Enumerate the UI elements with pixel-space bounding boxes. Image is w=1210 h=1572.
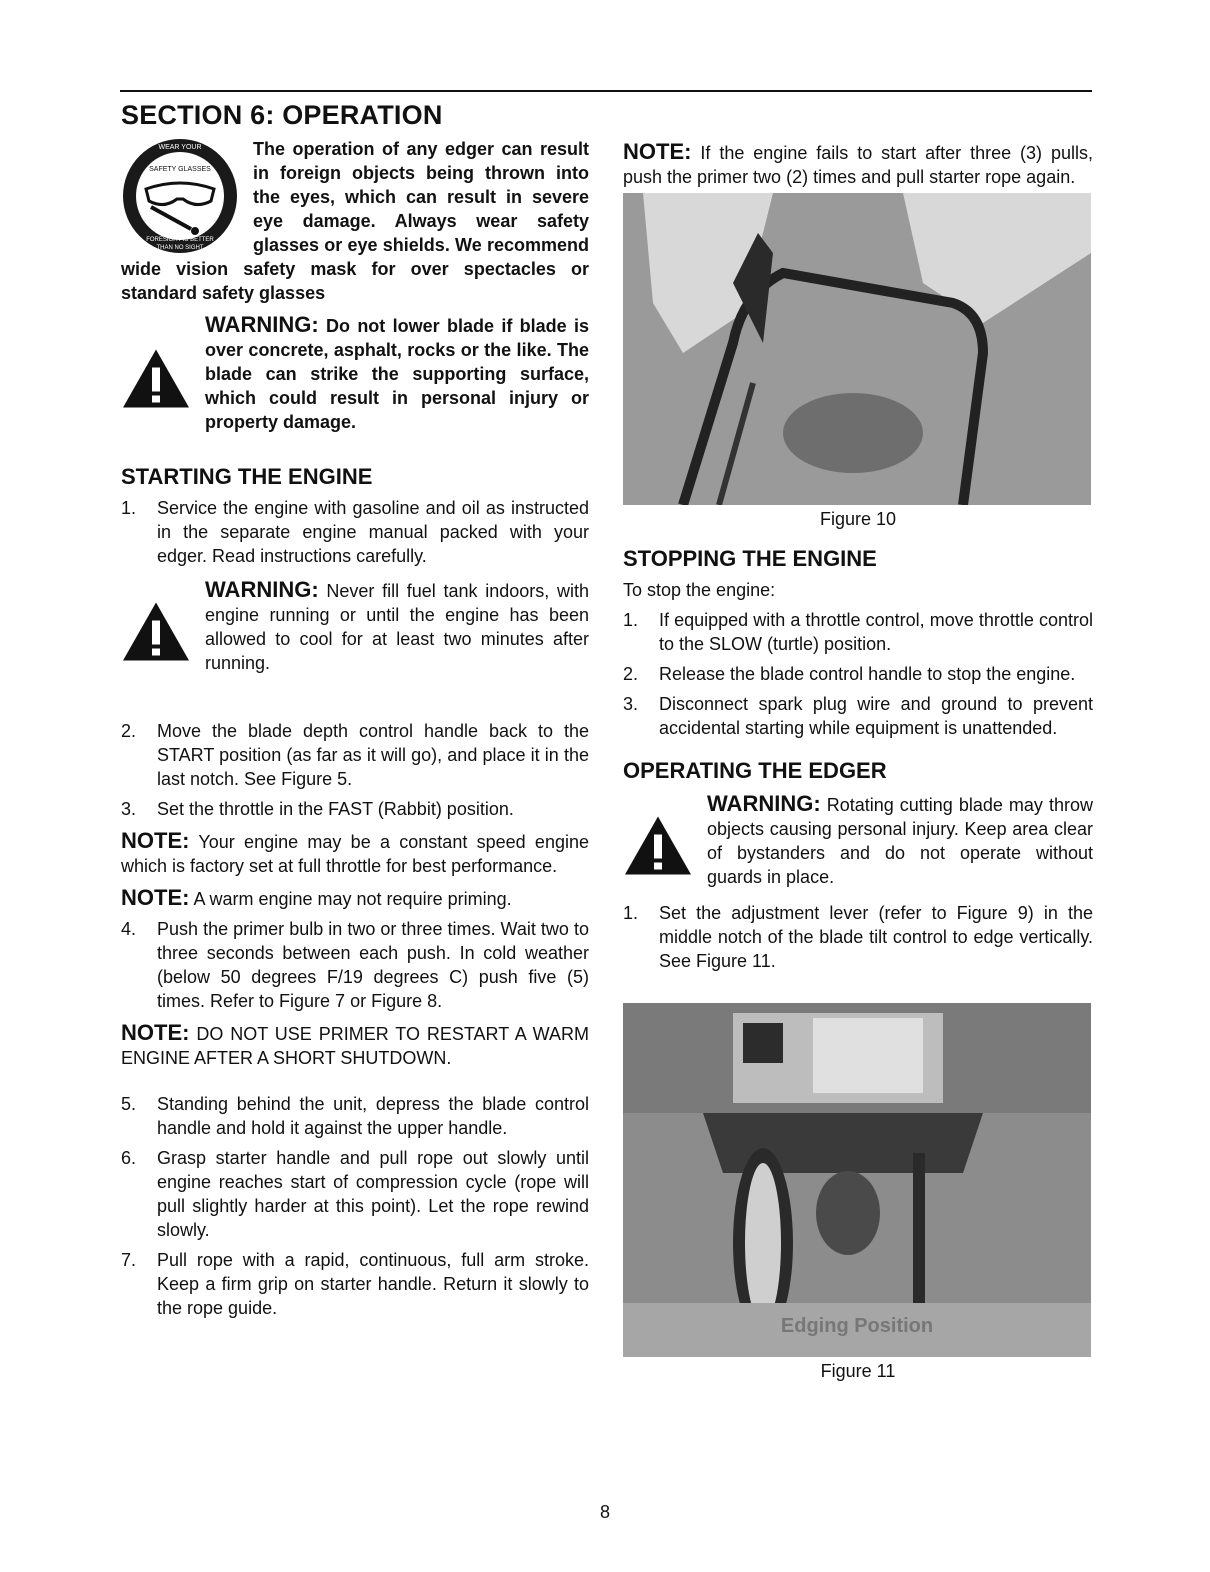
list-item (121, 1092, 589, 1140)
step-text: Release the blade control handle to stop the engine. (659, 664, 1076, 684)
figure-10-photo (623, 193, 1091, 505)
note-body: If the engine fails to start after three (3) pulls, push the primer two (2) times and pull starter rope again. (623, 143, 1093, 187)
warning-triangle-icon (121, 323, 191, 434)
figure-10-illustration (623, 193, 1091, 505)
list-item (623, 901, 1093, 973)
step-text: If equipped with a throttle control, move throttle control to the SLOW (turtle) position. (659, 610, 1093, 654)
safety-icon-line4: THAN NO SIGHT (156, 245, 204, 251)
stopping-steps (623, 608, 1093, 740)
step-number: 4. (121, 919, 137, 939)
step-text: Set the adjustment lever (refer to Figure 9) in the middle notch of the blade tilt control to edge vertically. See Figure 11. (659, 903, 1093, 971)
step-text: Grasp starter handle and pull rope out slowly until engine reaches start of compression cycle (rope will pull slightly harder at this point). Let the rope rewind slowly. (157, 1148, 589, 1240)
figure-11-illustration (623, 1003, 1091, 1357)
list-item (121, 719, 589, 791)
note-constant-speed (121, 829, 589, 878)
warning-fuel-text (205, 578, 589, 675)
list-item (121, 1248, 589, 1320)
step-text: Pull rope with a rapid, continuous, full arm stroke. Keep a firm grip on starter handle. Return it slowly to the rope guide. (157, 1250, 589, 1318)
note-do-not-prime (121, 1021, 589, 1070)
warning-body: Do not lower blade if blade is over concrete, asphalt, rocks or the like. The blade can strike the supporting surface, which could result in personal injury or property damage. (205, 316, 589, 432)
section-title: SECTION 6: OPERATION (121, 100, 443, 130)
note-body: A warm engine may not require priming. (189, 889, 512, 909)
starting-steps-d (121, 1092, 589, 1320)
step-text: Disconnect spark plug wire and ground to prevent accidental starting while equipment is unattended. (659, 694, 1093, 738)
safety-notice (121, 137, 589, 305)
note-label: NOTE: (121, 828, 190, 853)
note-label: NOTE: (623, 139, 692, 164)
warning-label: WARNING: (205, 312, 319, 337)
note-label: NOTE: (121, 1020, 190, 1045)
list-item (121, 496, 589, 568)
warning-triangle-icon (623, 802, 693, 889)
step-text: Service the engine with gasoline and oil as instructed in the separate engine manual packed with your edger. Read instructions carefully. (157, 498, 589, 566)
left-column (121, 100, 589, 1326)
step-number: 3. (121, 799, 137, 819)
step-number: 5. (121, 1094, 137, 1114)
note-body: DO NOT USE PRIMER TO RESTART A WARM ENGINE AFTER A SHORT SHUTDOWN. (121, 1024, 589, 1068)
step-number: 3. (623, 694, 639, 714)
top-rule (120, 90, 1092, 92)
starting-steps-b (121, 719, 589, 821)
stopping-title: STOPPING THE ENGINE (623, 546, 877, 571)
warning-lower-blade-text (205, 313, 589, 434)
starting-steps-c (121, 917, 589, 1013)
step-text: Set the throttle in the FAST (Rabbit) position. (157, 799, 514, 819)
starting-steps-a (121, 496, 589, 568)
figure-11-overlay-label: Edging Position (780, 1315, 934, 1337)
warning-lower-blade (121, 313, 589, 434)
step-text: Move the blade depth control handle back to the START position (as far as it will go), and place it in the last notch. See Figure 5. (157, 721, 589, 789)
warning-body: Rotating cutting blade may throw objects causing personal injury. Keep area clear of bystanders and do not operate without guards in place. (707, 795, 1093, 887)
note-body: Your engine may be a constant speed engine which is factory set at full throttle for best performance. (121, 832, 589, 876)
note-label: NOTE: (121, 885, 190, 910)
safety-icon-line2: SAFETY GLASSES (149, 166, 211, 173)
list-item (623, 608, 1093, 656)
safety-glasses-icon (121, 137, 239, 255)
note-warm-engine (121, 886, 589, 911)
operating-title: OPERATING THE EDGER (623, 758, 887, 783)
list-item (121, 1146, 589, 1242)
note-restart (623, 140, 1093, 189)
safety-icon-line3: FORESIGHT IS BETTER (146, 237, 214, 243)
warning-fuel (121, 578, 589, 675)
figure-10-caption: Figure 10 (819, 509, 897, 529)
step-number: 1. (121, 498, 137, 518)
operating-steps (623, 901, 1093, 973)
starting-title: STARTING THE ENGINE (121, 464, 373, 489)
step-number: 7. (121, 1250, 137, 1270)
warning-rotating-blade (623, 792, 1093, 889)
list-item (121, 917, 589, 1013)
step-text: Push the primer bulb in two or three times. Wait two to three seconds between each push. In cold weather (below 50 degrees F/19 degrees C) push five (5) times. Refer to Figure 7 or Figure 8. (157, 919, 589, 1011)
warning-triangle-icon (121, 588, 191, 675)
right-column (623, 140, 1093, 1382)
page-number: 8 (599, 1502, 610, 1522)
step-number: 2. (121, 721, 137, 741)
safety-icon-line1: WEAR YOUR (158, 144, 202, 151)
step-number: 1. (623, 610, 639, 630)
warning-rotating-text (707, 792, 1093, 889)
figure-11-photo (623, 1003, 1091, 1357)
list-item (623, 662, 1093, 686)
warning-label: WARNING: (707, 791, 821, 816)
step-text: Standing behind the unit, depress the blade control handle and hold it against the upper handle. (157, 1094, 589, 1138)
stopping-intro: To stop the engine: (623, 580, 776, 600)
figure-11-caption: Figure 11 (820, 1361, 896, 1381)
safety-text: The operation of any edger can result in foreign objects being thrown into the eyes, which can result in severe eye damage. Always wear safety glasses or eye shields. We recommend wide vision safety mask for over spectacles or standard safety glasses (121, 139, 589, 303)
list-item (623, 692, 1093, 740)
step-number: 6. (121, 1148, 137, 1168)
step-number: 2. (623, 664, 639, 684)
warning-label: WARNING: (205, 577, 319, 602)
list-item (121, 797, 589, 821)
step-number: 1. (623, 903, 639, 923)
warning-body: Never fill fuel tank indoors, with engine running or until the engine has been allowed to cool for at least two minutes after running. (205, 581, 589, 673)
